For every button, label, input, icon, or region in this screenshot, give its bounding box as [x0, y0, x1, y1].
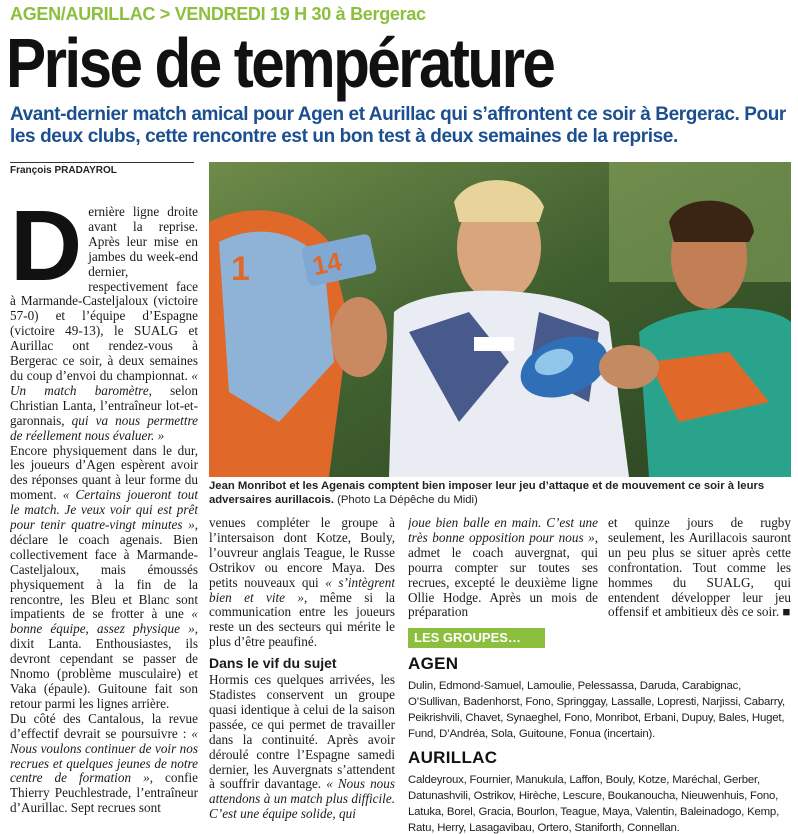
- text-run: , confie Thierry Peuchlestrade, l’entraîneur d’Aurillac. Sept recrues sont: [10, 770, 198, 816]
- quote: « bonne équipe, assez physique »: [10, 606, 198, 637]
- text-run: et quinze jours de rugby seulement, les Aurillacois sauront un peu plus se situer après cette confrontation. Tout comme les hommes du SUALG, qui entendent développer leur jeu offensif et ambitieux dès ce soir.: [608, 516, 791, 620]
- paragraph-1: [10, 205, 198, 444]
- team-title-agen: AGEN: [408, 654, 459, 673]
- paragraph-4: [209, 516, 395, 650]
- article-column-1: [10, 205, 198, 834]
- article-column-4: [608, 516, 791, 626]
- rugby-photo: [209, 162, 791, 477]
- end-mark: ■: [782, 604, 791, 620]
- article-column-2: [209, 516, 395, 834]
- text-run: Encore physiquement dans le dur, les joueurs d’Agen espèrent avoir des réponses quant à leur forme du moment.: [10, 442, 198, 503]
- text-run: , déclare le coach agenais. Bien collectivement face à Marmande-Casteljaloux, mais émoussés physiquement à la fin de la rencontre, les Bleu et Blanc sont impatients de se frotter à une: [10, 517, 198, 622]
- team-list-aurillac: Caldeyroux, Fournier, Manukula, Laffon, Bouly, Kotze, Maréchal, Gerber, Datunashvili, Ostrikov, Hirèche, Lescure, Boukanoucha, Nieuwenhuis, Fono, Latuka, Borel, Gracia, Bourlon, Teague, Maya, Valentin, Baleinadogo, Kemp, Ratu, Herry, Lasagavibau, Ortero, Staniforth, Connellan.: [408, 774, 780, 834]
- team-title-aurillac: AURILLAC: [408, 748, 498, 767]
- jersey-number-left: 1: [231, 250, 250, 288]
- text-run: , dixit Lanta. Enthousiastes, ils devront cependant se passer de Nnomo (problème musculaire) et Vaka (épaule). Guitoune fait son retour parmi les lignes arrière.: [10, 621, 198, 711]
- caption-text: Jean Monribot et les Agenais comptent bien imposer leur jeu d’attaque et de mouvement ce soir à leurs adversaires aurillacois.: [209, 480, 765, 506]
- drop-cap: D: [10, 205, 83, 302]
- kicker-when: VENDREDI 19 H 30 à Bergerac: [174, 4, 426, 24]
- jersey-number: 14: [309, 245, 345, 282]
- text-run: Hormis ces quelques arrivées, les Stadistes conservent un groupe quasi identique à celui de la saison passée, ce qui permet de travailler dans la continuité. Après avoir déroulé contre l’Espagne samedi dernier, les Auvergnats s’attendent à souffrir davantage.: [209, 672, 395, 792]
- paragraph-5: [209, 673, 395, 822]
- groups-banner: LES GROUPES…: [408, 628, 545, 648]
- kicker-arrow: >: [159, 4, 171, 24]
- standfirst: Avant-dernier match amical pour Agen et Aurillac qui s’affrontent ce soir à Bergerac. Pour les deux clubs, cette rencontre est un bon test à deux semaines de la reprise.: [10, 104, 786, 147]
- quote: joue bien balle en main. C’est une très bonne opposition pour nous »: [408, 516, 598, 545]
- photo-caption: [209, 479, 791, 507]
- byline: François PRADAYROL: [10, 162, 194, 176]
- paragraph-6: [408, 516, 598, 620]
- quote: « Nous voulons continuer de voir nos recrues et quelques jeunes de notre centre de formation »: [10, 725, 198, 786]
- quote: « Certains joueront tout le match. Je veux voir qui est prêt pour tenir quatre-vingt minutes »: [10, 487, 198, 533]
- paragraph-2: [10, 444, 198, 712]
- team-list-agen: Dulin, Edmond-Samuel, Lamoulie, Pelessassa, Daruda, Carabignac, O’Sullivan, Badenhorst, Fono, Springgay, Lassalle, Lopresti, Narjissi, Cabarry, Peikrishvili, Chavet, Synaeghel, Fono, Monribot, Erbani, Dupuy, Bales, Huget, Fund, D’Andréa, Sola, Guitoune, Fonua (incertain).: [408, 680, 785, 740]
- text-run: venues compléter le groupe à l’intersaison dont Kotze, Bouly, l’ouvreur anglais Teague, le Russe Ostrikov ou encore Maya. Des petits nouveaux qui: [209, 516, 395, 590]
- article-column-3: [408, 516, 598, 626]
- kicker-teams: AGEN/AURILLAC: [10, 4, 156, 24]
- headline: Prise de température: [6, 24, 554, 102]
- text-run: , selon Christian Lanta, l’entraîneur lot-et-garonnais,: [10, 382, 198, 428]
- quote: qui va nous permettre de réellement nous évaluer. »: [10, 412, 198, 443]
- paragraph-3: [10, 712, 198, 816]
- text-run: Du côté des Cantalous, la revue d’effectif devrait se poursuivre :: [10, 710, 198, 741]
- caption-credit: (Photo La Dépêche du Midi): [333, 494, 478, 506]
- rugby-players-illustration: [209, 162, 791, 477]
- text-run: , même si la communication entre les joueurs reste un des secteurs qui mérite le plus d’être peaufiné.: [209, 589, 395, 650]
- quote: « s’intègrent bien et vite »: [209, 574, 395, 605]
- quote: « Nous nous attendons à un match plus difficile. C’est une équipe solide, qui: [209, 776, 395, 822]
- text-run: ernière ligne droite avant la reprise. Après leur mise en jambes du week-end dernier, respectivement face à Marmande-Casteljaloux (victoire 57-0) et l’équipe d’Espagne (victoire 49-13), le SUALG et Aurillac ont rendez-vous à Bergerac ce soir, à deux semaines du coup d’envoi du championnat.: [10, 205, 198, 383]
- paragraph-7: [608, 516, 791, 620]
- text-run: , admet le coach auvergnat, qui pourra compter sur toutes ses recrues, excepté le deuxième ligne Ollie Hodge. Après un mois de préparation: [408, 529, 598, 620]
- subheading: Dans le vif du sujet: [209, 655, 337, 672]
- quote: « Un match baromètre: [10, 367, 198, 398]
